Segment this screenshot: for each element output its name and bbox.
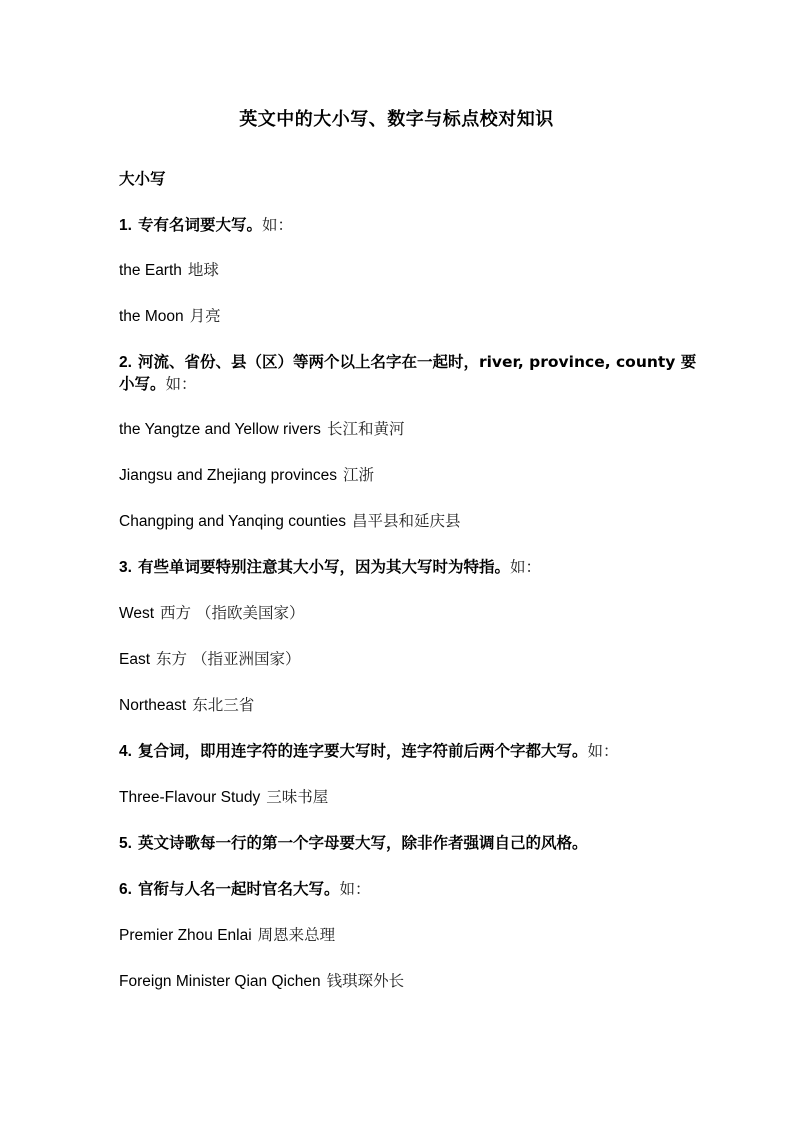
rule-4 <box>119 740 689 763</box>
rule-text: 英文诗歌每一行的第一个字母要大写，除非作者强调自己的风格。 <box>137 834 588 852</box>
example-english: Northeast <box>119 697 187 714</box>
example-line <box>119 694 689 717</box>
example-line <box>119 259 689 282</box>
rule-suffix: 如： <box>587 742 619 760</box>
rule-number: 3. <box>119 559 132 576</box>
example-line <box>119 924 689 947</box>
example-line <box>119 970 689 993</box>
rule-number: 6. <box>119 881 132 898</box>
example-chinese: 周恩来总理 <box>257 926 336 944</box>
rule-suffix: 如： <box>339 880 371 898</box>
rule-3 <box>119 556 689 579</box>
rule-suffix: 如： <box>165 375 197 393</box>
rule-2-continuation <box>119 373 689 396</box>
example-line <box>119 510 689 533</box>
rule-text: 复合词，即用连字符的连字要大写时，连字符前后两个字都大写。 <box>137 742 588 760</box>
example-chinese: 地球 <box>187 261 219 279</box>
rule-number: 1. <box>119 217 132 234</box>
section-heading: 大小写 <box>119 170 166 188</box>
rule-text: 有些单词要特别注意其大小写，因为其大写时为特指。 <box>137 558 510 576</box>
example-english: the Earth <box>119 262 182 279</box>
example-english: Foreign Minister Qian Qichen <box>119 973 321 990</box>
rule-number: 4. <box>119 743 132 760</box>
example-line <box>119 602 689 625</box>
example-line <box>119 305 689 328</box>
rule-suffix: 如： <box>509 558 541 576</box>
example-chinese: 东方 （指亚洲国家） <box>156 650 301 668</box>
example-english: the Moon <box>119 308 184 325</box>
example-english: Premier Zhou Enlai <box>119 927 252 944</box>
example-english: the Yangtze and Yellow rivers <box>119 421 321 438</box>
example-english: Jiangsu and Zhejiang provinces <box>119 467 337 484</box>
rule-1 <box>119 214 689 237</box>
rule-6 <box>119 878 689 901</box>
example-english: Three-Flavour Study <box>119 789 261 806</box>
example-chinese: 钱琪琛外长 <box>326 972 405 990</box>
example-chinese: 昌平县和延庆县 <box>351 512 461 530</box>
rule-text: 官衔与人名一起时官名大写。 <box>137 880 340 898</box>
example-chinese: 东北三省 <box>192 696 255 714</box>
rule-2 <box>119 351 697 374</box>
example-line <box>119 418 689 441</box>
rule-5 <box>119 832 689 855</box>
example-english: East <box>119 651 151 668</box>
rule-text-line1: 河流、省份、县（区）等两个以上名字在一起时，river, province, county 要 <box>137 353 697 371</box>
rule-suffix: 如： <box>261 216 293 234</box>
example-line <box>119 648 689 671</box>
document-title: 英文中的大小写、数字与标点校对知识 <box>239 109 554 130</box>
example-english: West <box>119 605 155 622</box>
example-chinese: 月亮 <box>189 307 221 325</box>
example-english: Changping and Yanqing counties <box>119 513 346 530</box>
example-line <box>119 786 689 809</box>
example-chinese: 江浙 <box>343 466 375 484</box>
example-chinese: 长江和黄河 <box>326 420 405 438</box>
rule-text-line2: 小写。 <box>119 375 166 393</box>
rule-number: 5. <box>119 835 132 852</box>
rule-text: 专有名词要大写。 <box>137 216 262 234</box>
example-chinese: 西方 （指欧美国家） <box>160 604 305 622</box>
example-line <box>119 464 689 487</box>
rule-number: 2. <box>119 354 132 371</box>
example-chinese: 三味书屋 <box>266 788 329 806</box>
